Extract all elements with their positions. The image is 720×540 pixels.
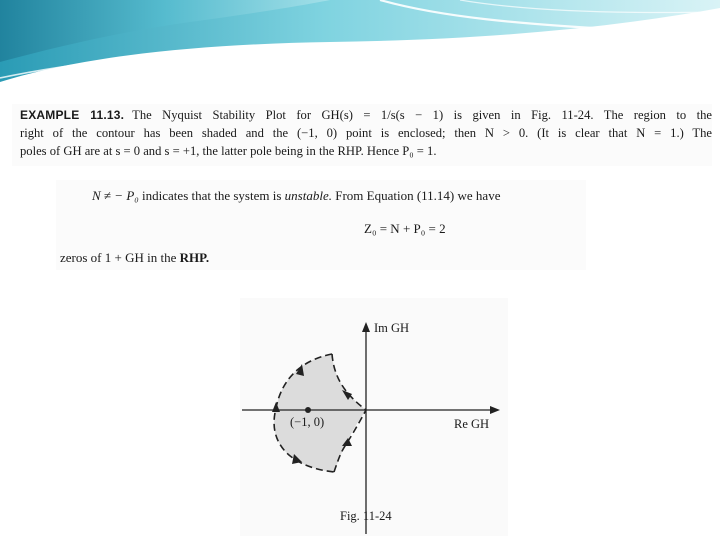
example-line-1: EXAMPLE 11.13. The Nyquist Stability Plot for GH(s) = 1/s(s − 1) is given in Fig. 11-24. The region to the [20, 108, 712, 122]
point-label: (−1, 0) [290, 415, 325, 429]
imag-axis-arrow-icon [362, 322, 370, 332]
example-heading: EXAMPLE 11.13. [20, 108, 125, 122]
zeros-equation: Z₀ = N + P₀ = 2 [364, 221, 446, 236]
conclusion-line-1: N ≠ − P₀ indicates that the system is unstable. From Equation (11.14) we have [92, 188, 501, 203]
header-swoosh-decoration [0, 0, 720, 90]
conclusion-line-3: zeros of 1 + GH in the RHP. [60, 250, 210, 265]
imag-axis-label: Im GH [374, 321, 410, 335]
nyquist-figure [240, 298, 508, 536]
nyquist-plot [240, 298, 508, 536]
example-line-3: poles of GH are at s = 0 and s = +1, the latter pole being in the RHP. Hence P₀ = 1. [20, 144, 437, 158]
real-axis-arrow-icon [490, 406, 500, 414]
real-axis-label: Re GH [454, 417, 490, 431]
example-line-2: right of the contour has been shaded and the (−1, 0) point is enclosed; then N > 0. (It is clear that N = 1.) The [20, 126, 712, 140]
example-paragraph [12, 104, 712, 166]
figure-caption: Fig. 11-24 [340, 509, 392, 523]
critical-point-marker [305, 407, 311, 413]
conclusion-paragraph [56, 180, 586, 270]
